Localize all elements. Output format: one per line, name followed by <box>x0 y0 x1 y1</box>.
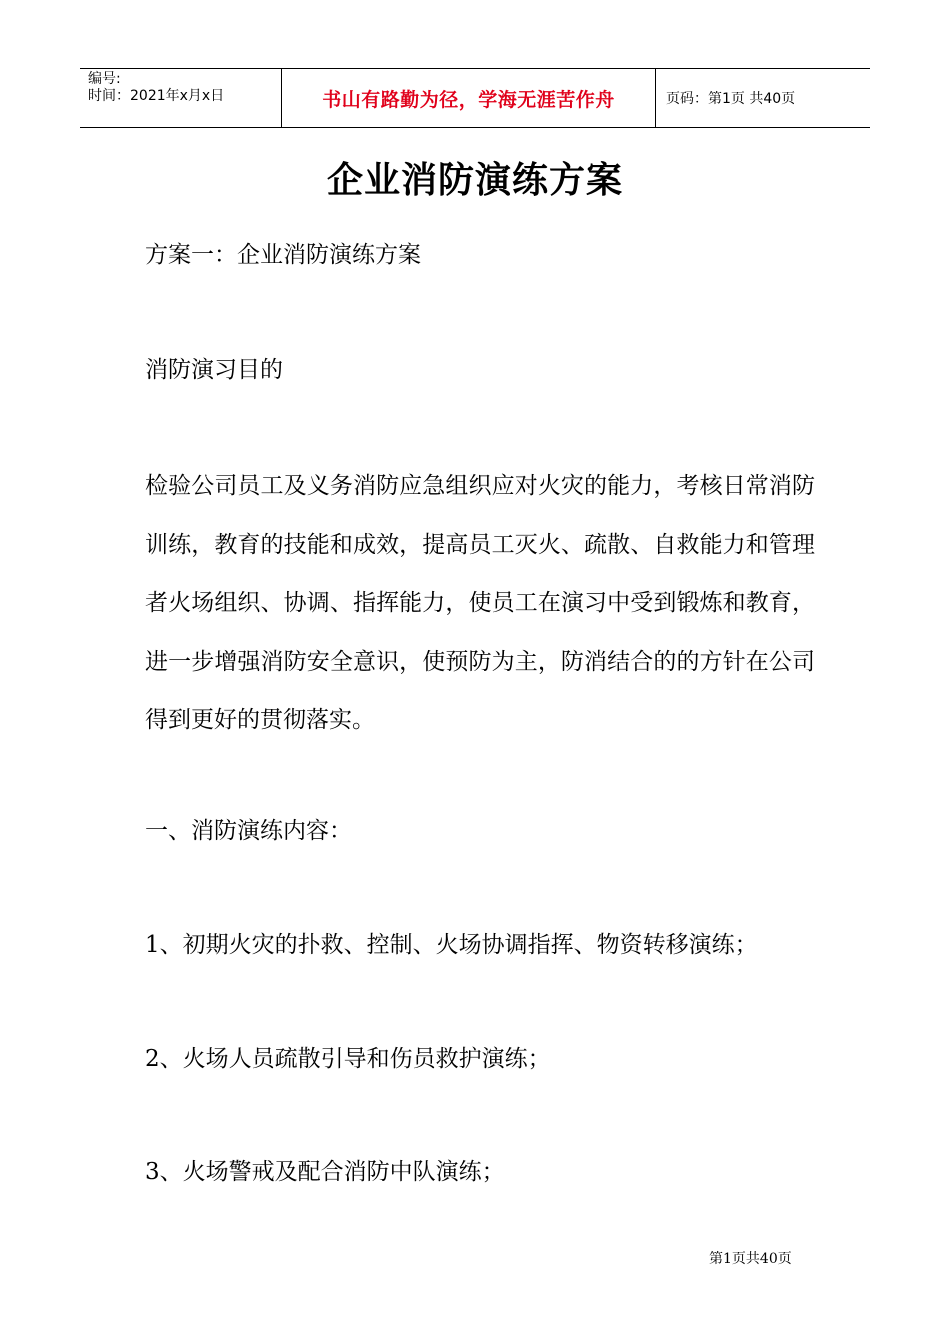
list-item: 2、火场人员疏散引导和伤员救护演练； <box>145 1046 551 1072</box>
header-meta <box>80 69 282 127</box>
header-page-label: 页码：第1页 共40页 <box>666 91 796 107</box>
list-item: 1、初期火灾的扑救、控制、火场协调指挥、物资转移演练； <box>145 932 758 958</box>
document-subtitle: 方案一：企业消防演练方案 <box>145 242 421 268</box>
header-page-cell <box>656 69 870 127</box>
list-item: 3、火场警戒及配合消防中队演练； <box>145 1159 505 1185</box>
purpose-paragraph: 检验公司员工及义务消防应急组织应对火灾的能力，考核日常消防训练，教育的技能和成效，提高员工灭火、疏散、自救能力和管理者火场组织、协调、指挥能力，使员工在演习中受到锻炼和教育，进一步增强消防安全意识，使预防为主，防消结合的的方针在公司得到更好的贯彻落实。 <box>145 473 815 733</box>
section-heading-content: 一、消防演练内容： <box>145 818 352 844</box>
page-footer: 第1页共40页 <box>709 1251 792 1267</box>
page-header <box>80 68 870 128</box>
header-motto-cell <box>282 69 656 127</box>
header-time-label: 时间：2021年x月x日 <box>88 88 225 104</box>
document-title: 企业消防演练方案 <box>326 159 623 201</box>
header-motto: 书山有路勤为径，学海无涯苦作舟 <box>322 88 615 111</box>
section-heading-purpose: 消防演习目的 <box>145 357 283 383</box>
header-number-label: 编号: <box>88 71 121 87</box>
